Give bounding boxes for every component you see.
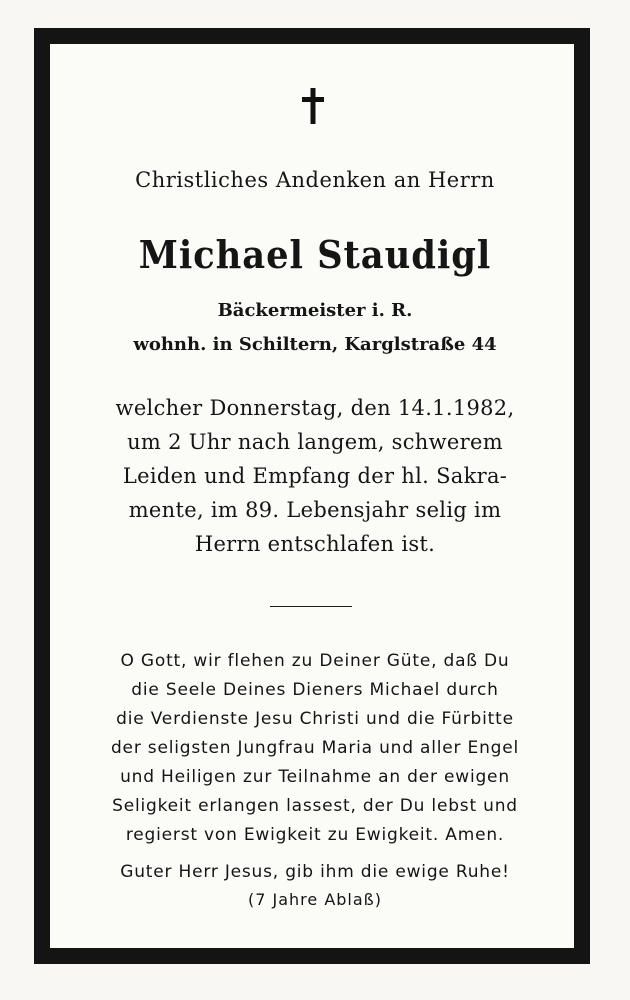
text-line: welcher Donnerstag, den 14.1.1982,: [115, 396, 515, 420]
indulgence-line: (7 Jahre Ablaß): [248, 890, 382, 909]
residence-text: wohnh. in Schiltern, Karglstraße 44: [133, 334, 497, 355]
prayer-line: O Gott, wir flehen zu Deiner Güte, daß Du: [120, 651, 510, 671]
occupation-text: Bäckermeister i. R.: [217, 300, 413, 321]
prayer-line: Seligkeit erlangen lassest, der Du lebst und: [112, 796, 518, 816]
cross-icon: [296, 86, 330, 126]
prayer-line: die Seele Deines Dieners Michael durch: [131, 680, 499, 700]
text-line: Herrn entschlafen ist.: [194, 532, 436, 556]
prayer-line: regierst von Ewigkeit zu Ewigkeit. Amen.: [125, 825, 505, 845]
prayer-line: die Verdienste Jesu Christi und die Fürbitte: [116, 709, 514, 729]
separator-line: [270, 606, 352, 607]
text-line: Leiden und Empfang der hl. Sakra-: [122, 464, 508, 488]
prayer-line: der seligsten Jungfrau Maria und aller Engel: [110, 738, 520, 758]
deceased-name: Michael Staudigl: [138, 232, 492, 277]
intro-text: Christliches Andenken an Herrn: [135, 168, 495, 192]
text-line: mente, im 89. Lebensjahr selig im: [128, 498, 502, 522]
text-line: um 2 Uhr nach langem, schwerem: [127, 430, 503, 454]
prayer-line: und Heiligen zur Teilnahme an der ewigen: [120, 767, 510, 787]
closing-line: Guter Herr Jesus, gib ihm die ewige Ruhe!: [120, 862, 510, 882]
